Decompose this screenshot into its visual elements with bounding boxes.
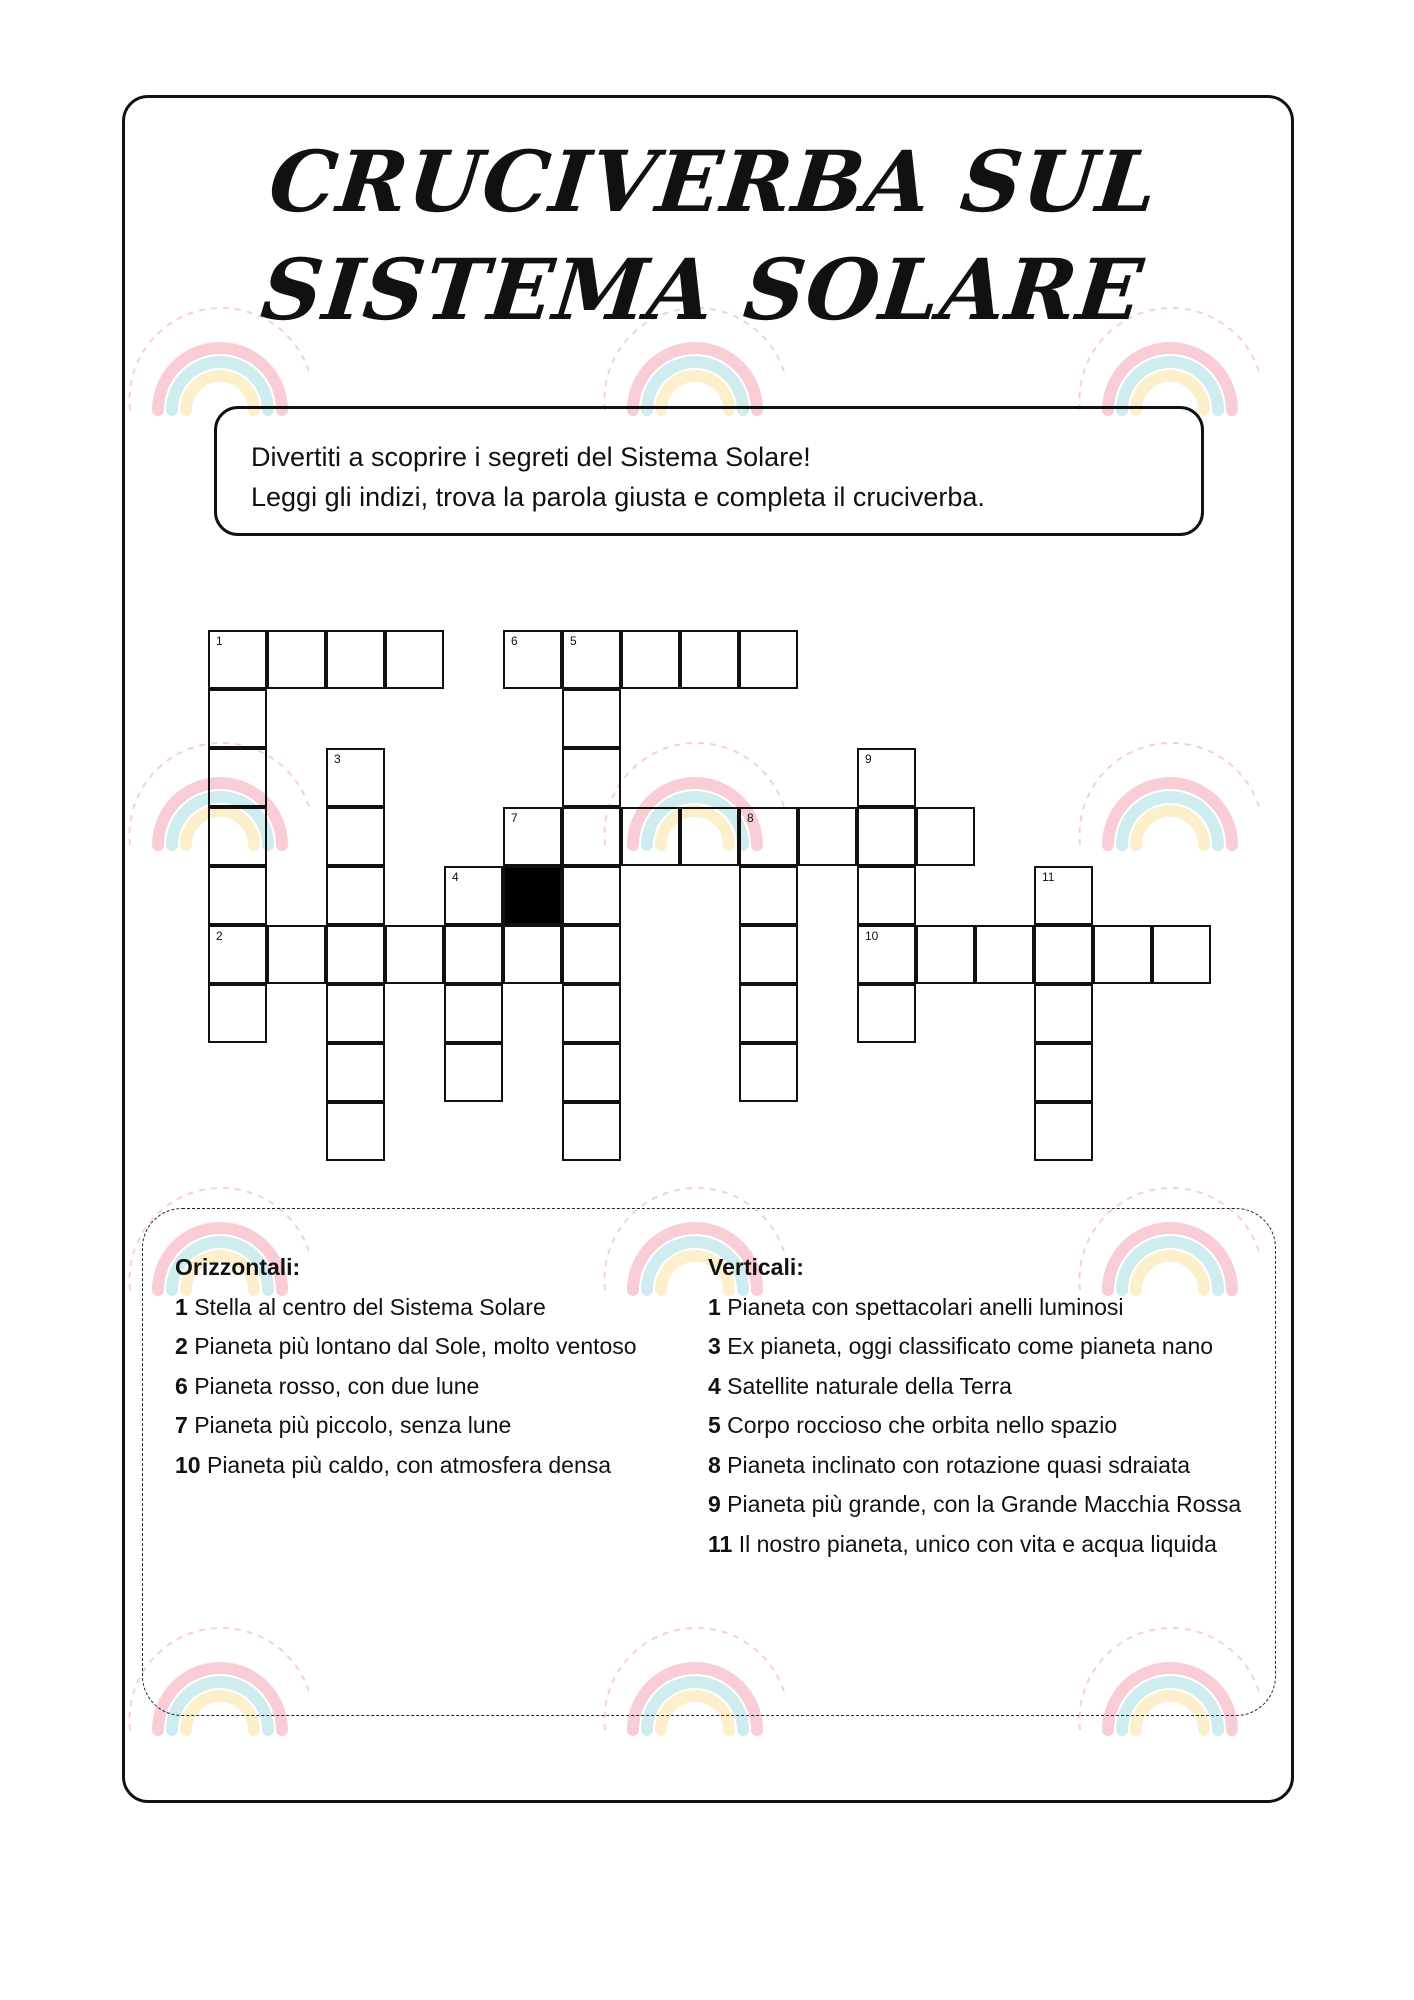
crossword-cell[interactable] [739,866,798,925]
crossword-cell[interactable] [916,807,975,866]
clue-text: Pianeta rosso, con due lune [194,1372,480,1399]
crossword-cell[interactable] [739,807,798,866]
clue-text: Ex pianeta, oggi classificato come pianeta nano [727,1333,1214,1359]
crossword-cell[interactable] [267,925,326,984]
crossword-cell[interactable] [326,807,385,866]
cell-number: 7 [511,811,518,825]
cell-number: 10 [865,929,879,943]
cell-number: 6 [511,634,518,648]
crossword-cell[interactable] [562,807,621,866]
crossword-cell[interactable] [326,630,385,689]
black-cell [503,866,562,925]
clue-number: 7 [175,1412,188,1438]
crossword-cell[interactable] [739,1043,798,1102]
clue-text: Il nostro pianeta, unico con vita e acqua liquida [738,1530,1217,1557]
horizontal-clues [175,1248,695,1485]
page-title [111,128,1306,344]
crossword-cell[interactable] [208,807,267,866]
crossword-cell[interactable] [444,984,503,1043]
cell-number: 4 [452,870,459,884]
crossword-cell[interactable] [267,630,326,689]
crossword-cell[interactable] [1034,1043,1093,1102]
cell-number: 5 [570,634,577,648]
clue-item [708,1367,1263,1407]
clue-item [175,1327,695,1367]
clue-text: Satellite naturale della Terra [720,1372,1012,1399]
crossword-cell[interactable] [857,925,916,984]
crossword-cell[interactable] [503,630,562,689]
crossword-cell[interactable] [444,1043,503,1102]
crossword-cell[interactable] [1034,984,1093,1043]
clue-number: 1 [708,1293,721,1320]
crossword-cell[interactable] [208,748,267,807]
cell-number: 11 [1042,870,1055,884]
crossword-cell[interactable] [1152,925,1211,984]
clue-number: 11 [708,1530,733,1557]
crossword-cell[interactable] [562,689,621,748]
clue-text: Pianeta inclinato con rotazione quasi sdraiata [720,1451,1191,1478]
crossword-cell[interactable] [503,925,562,984]
crossword-cell[interactable] [326,925,385,984]
clue-text: Pianeta con spettacolari anelli luminosi [727,1293,1124,1320]
clue-item [708,1485,1263,1525]
crossword-cell[interactable] [326,866,385,925]
crossword-cell[interactable] [857,807,916,866]
clue-number: 3 [708,1333,721,1359]
crossword-cell[interactable] [857,866,916,925]
crossword-cell[interactable] [562,984,621,1043]
crossword-cell[interactable] [1034,1102,1093,1161]
crossword-cell[interactable] [857,984,916,1043]
cell-number: 9 [865,752,872,766]
intro-line-1: Divertiti a scoprire i segreti del Sistema Solare! [251,442,811,472]
vertical-header: Verticali: [708,1254,804,1280]
cell-number: 1 [216,634,223,648]
clue-text: Stella al centro del Sistema Solare [194,1293,546,1320]
crossword-cell[interactable] [562,866,621,925]
crossword-cell[interactable] [975,925,1034,984]
crossword-cell[interactable] [208,630,267,689]
crossword-cell[interactable] [326,748,385,807]
crossword-cell[interactable] [326,1043,385,1102]
cell-number: 2 [216,929,223,943]
cell-number: 3 [334,752,341,766]
clue-item [708,1406,1263,1446]
crossword-cell[interactable] [326,984,385,1043]
crossword-cell[interactable] [739,630,798,689]
title-line-1: CRUCIVERBA SUL [264,132,1163,231]
clue-text: Corpo roccioso che orbita nello spazio [720,1412,1118,1438]
crossword-cell[interactable] [1034,866,1093,925]
crossword-cell[interactable] [739,925,798,984]
crossword-cell[interactable] [208,689,267,748]
clue-text: Pianeta più grande, con la Grande Macchia Rossa [720,1491,1242,1517]
intro-box [214,406,1204,536]
crossword-cell[interactable] [385,630,444,689]
clue-number: 10 [175,1451,201,1478]
clue-item [708,1327,1263,1367]
crossword-cell[interactable] [562,630,621,689]
crossword-cell[interactable] [562,925,621,984]
crossword-cell[interactable] [621,807,680,866]
crossword-cell[interactable] [562,1102,621,1161]
crossword-cell[interactable] [208,925,267,984]
clue-item [708,1525,1263,1565]
clue-item [175,1446,695,1486]
crossword-cell[interactable] [1034,925,1093,984]
crossword-cell[interactable] [326,1102,385,1161]
clue-number: 2 [175,1333,188,1359]
intro-line-2: Leggi gli indizi, trova la parola giusta e completa il cruciverba. [251,482,985,512]
clue-number: 4 [708,1372,721,1399]
clue-number: 8 [708,1451,721,1478]
crossword-cell[interactable] [798,807,857,866]
crossword-cell[interactable] [562,1043,621,1102]
clue-text: Pianeta più caldo, con atmosfera densa [206,1451,612,1478]
crossword-cell[interactable] [562,748,621,807]
crossword-cell[interactable] [503,807,562,866]
crossword-cell[interactable] [857,748,916,807]
clue-number: 1 [175,1293,188,1320]
crossword-cell[interactable] [739,984,798,1043]
clue-text: Pianeta più piccolo, senza lune [194,1412,512,1438]
title-line-2: SISTEMA SOLARE [256,240,1148,339]
clue-item [175,1288,695,1328]
vertical-clues [708,1248,1263,1564]
crossword-cell[interactable] [680,630,739,689]
crossword-cell[interactable] [1093,925,1152,984]
crossword-cell[interactable] [385,925,444,984]
clue-item [708,1288,1263,1328]
crossword-cell[interactable] [680,807,739,866]
crossword-cell[interactable] [208,984,267,1043]
clue-item [708,1446,1263,1486]
crossword-cell[interactable] [916,925,975,984]
clue-number: 5 [708,1412,721,1438]
horizontal-header: Orizzontali: [175,1254,301,1280]
crossword-cell[interactable] [444,866,503,925]
cell-number: 8 [747,811,754,825]
clue-item [175,1367,695,1407]
clue-number: 9 [708,1491,721,1517]
clue-text: Pianeta più lontano dal Sole, molto ventoso [194,1333,637,1359]
crossword-cell[interactable] [444,925,503,984]
clue-item [175,1406,695,1446]
crossword-cell[interactable] [621,630,680,689]
crossword-cell[interactable] [208,866,267,925]
clue-number: 6 [175,1372,188,1399]
